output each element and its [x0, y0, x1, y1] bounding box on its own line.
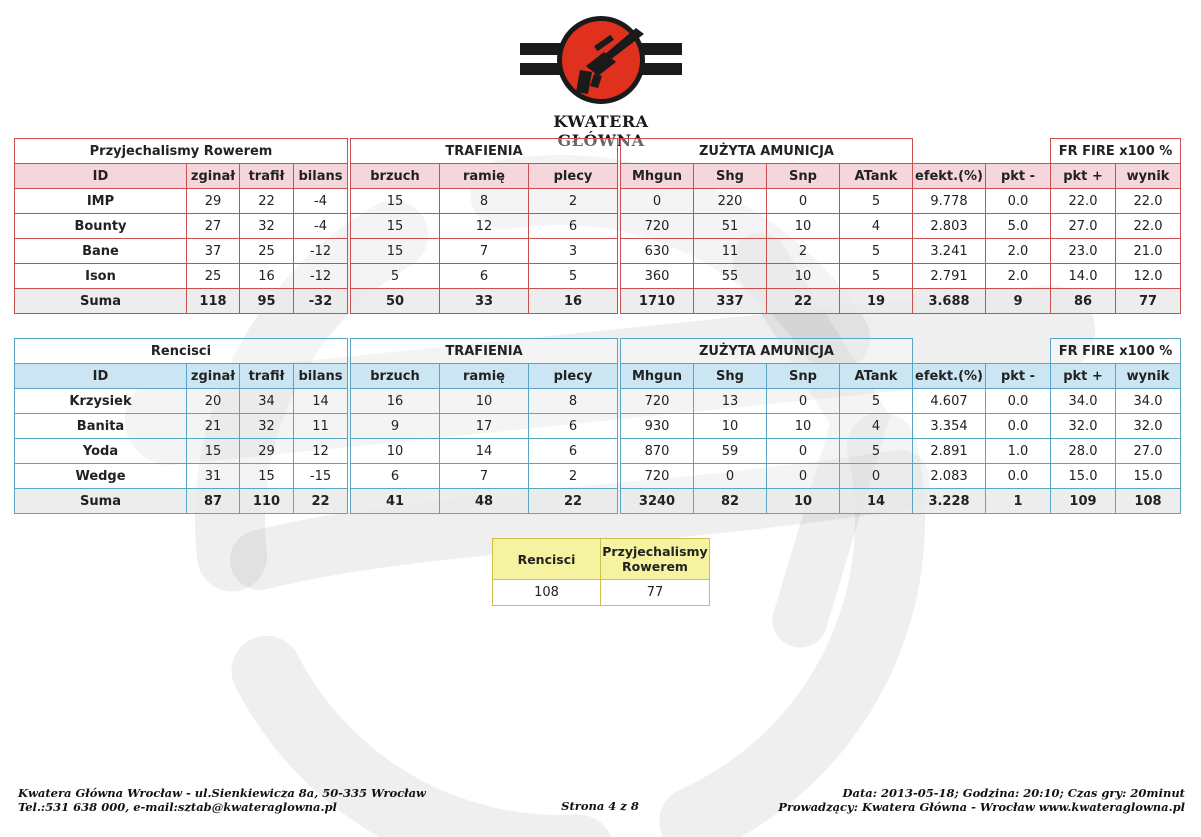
stat-cell: 28.0	[1051, 439, 1116, 464]
stat-cell: 55	[694, 264, 767, 289]
stat-cell: 2.891	[913, 439, 986, 464]
stat-cell: 27.0	[1116, 439, 1181, 464]
sum-cell: 3.228	[913, 489, 986, 514]
stat-cell: -4	[294, 189, 348, 214]
player-row	[15, 389, 1182, 414]
stat-cell: 34.0	[1116, 389, 1181, 414]
stat-cell: 360	[621, 264, 694, 289]
group-header-fire: FR FIRE x100 %	[1051, 139, 1181, 164]
stat-cell: 5	[840, 239, 913, 264]
column-header: trafił	[240, 364, 294, 389]
stat-cell: 22.0	[1116, 214, 1181, 239]
sum-cell: 19	[840, 289, 913, 314]
sum-cell: 1710	[621, 289, 694, 314]
stat-cell: 15	[187, 439, 240, 464]
sum-cell: 3.688	[913, 289, 986, 314]
stat-cell: 6	[440, 264, 529, 289]
stat-cell: 12	[294, 439, 348, 464]
column-header: ramię	[440, 164, 529, 189]
stat-cell: 29	[240, 439, 294, 464]
stat-cell: 2.791	[913, 264, 986, 289]
player-name: IMP	[15, 189, 187, 214]
sum-label: Suma	[15, 289, 187, 314]
stat-cell: 10	[767, 214, 840, 239]
column-header: Mhgun	[621, 164, 694, 189]
stat-cell: 0	[840, 464, 913, 489]
player-name: Banita	[15, 414, 187, 439]
column-header: pkt -	[986, 364, 1051, 389]
column-header: wynik	[1116, 364, 1181, 389]
column-header: ATank	[840, 164, 913, 189]
stat-cell: 15.0	[1116, 464, 1181, 489]
sum-cell: 108	[1116, 489, 1181, 514]
stat-cell: 14.0	[1051, 264, 1116, 289]
column-header: plecy	[529, 364, 618, 389]
stat-cell: 14	[440, 439, 529, 464]
sum-cell: 109	[1051, 489, 1116, 514]
stat-cell: 22.0	[1116, 189, 1181, 214]
summary-team1-name: Rencisci	[493, 539, 601, 580]
stat-cell: 34	[240, 389, 294, 414]
stat-cell: 51	[694, 214, 767, 239]
summary-team1-score: 108	[493, 580, 601, 606]
empty-header-cell	[1181, 339, 1182, 364]
group-header-ammo: ZUŻYTA AMUNICJA	[621, 139, 913, 164]
stat-cell: 5	[840, 189, 913, 214]
stat-cell: 3.354	[913, 414, 986, 439]
stat-cell: 5	[840, 389, 913, 414]
column-header: efekt.(%)	[913, 364, 986, 389]
stat-cell: 6	[529, 214, 618, 239]
stat-cell: 720	[621, 389, 694, 414]
stat-cell: 16	[240, 264, 294, 289]
player-row	[15, 214, 1182, 239]
stat-cell: 5	[351, 264, 440, 289]
stat-cell: 23.0	[1051, 239, 1116, 264]
sum-cell: 22	[529, 489, 618, 514]
column-header: Shg	[694, 164, 767, 189]
stat-cell: 27.0	[1051, 214, 1116, 239]
sum-cell: 337	[694, 289, 767, 314]
result-summary-table	[492, 538, 710, 606]
sum-cell: 16	[529, 289, 618, 314]
stat-cell: 37	[187, 239, 240, 264]
sum-cell: 33	[440, 289, 529, 314]
column-header: Snp	[767, 364, 840, 389]
stat-cell: 2	[767, 239, 840, 264]
column-header: bilans	[294, 364, 348, 389]
stat-cell: 21	[187, 414, 240, 439]
stat-cell: 0.0	[986, 464, 1051, 489]
stat-cell: -12	[294, 239, 348, 264]
sum-cell: 3240	[621, 489, 694, 514]
stat-cell: 8	[529, 389, 618, 414]
stat-cell: 0	[694, 464, 767, 489]
stat-cell: 930	[621, 414, 694, 439]
stat-cell: 0.0	[986, 189, 1051, 214]
sum-cell: 48	[440, 489, 529, 514]
stat-cell: 25	[240, 239, 294, 264]
footer-contact-line: Tel.:531 638 000, e-mail:sztab@kwateraglowna.pl	[18, 799, 337, 814]
sum-cell: 22	[294, 489, 348, 514]
player-row	[15, 189, 1182, 214]
sum-cell: 77	[1116, 289, 1181, 314]
sum-cell: 95	[240, 289, 294, 314]
footer-date-line: Data: 2013-05-18; Godzina: 20:10; Czas gry: 20minut	[842, 786, 1185, 800]
summary-team2-name-line1: Przyjechalismy	[602, 544, 708, 559]
column-header: ID	[15, 164, 187, 189]
player-name: Ison	[15, 264, 187, 289]
stat-cell: 1.0	[986, 439, 1051, 464]
column-header: efekt.(%)	[913, 164, 986, 189]
column-header: brzuch	[351, 364, 440, 389]
stat-cell: 3.241	[913, 239, 986, 264]
summary-team2-name	[601, 539, 710, 580]
stat-cell: 0.0	[986, 414, 1051, 439]
column-header: bilans	[294, 164, 348, 189]
group-header-hits: TRAFIENIA	[351, 139, 618, 164]
stat-cell: 220	[694, 189, 767, 214]
stat-cell: 32.0	[1051, 414, 1116, 439]
stat-cell: 8	[440, 189, 529, 214]
team-table-2	[14, 338, 1182, 514]
column-header: ATank	[840, 364, 913, 389]
column-header: Snp	[767, 164, 840, 189]
stat-cell: 25	[187, 264, 240, 289]
column-header: zginał	[187, 364, 240, 389]
player-row	[15, 439, 1182, 464]
group-header-ammo: ZUŻYTA AMUNICJA	[621, 339, 913, 364]
column-header: wynik	[1116, 164, 1181, 189]
stat-cell: 10	[694, 414, 767, 439]
stat-cell: 2.083	[913, 464, 986, 489]
empty-header-cell	[913, 139, 986, 164]
column-header: pkt +	[1051, 164, 1116, 189]
sum-label: Suma	[15, 489, 187, 514]
stat-cell: 0	[767, 189, 840, 214]
stat-cell: 6	[351, 464, 440, 489]
stat-cell: 0.0	[986, 389, 1051, 414]
stat-cell: 5	[840, 439, 913, 464]
sum-cell: 1	[986, 489, 1051, 514]
empty-header-cell	[986, 139, 1051, 164]
player-name: Bane	[15, 239, 187, 264]
empty-header-cell	[1181, 139, 1182, 164]
stat-cell: 34.0	[1051, 389, 1116, 414]
sum-cell: 86	[1051, 289, 1116, 314]
empty-header-cell	[913, 339, 986, 364]
player-row	[15, 464, 1182, 489]
player-row	[15, 414, 1182, 439]
stat-cell: 2	[529, 464, 618, 489]
player-row	[15, 239, 1182, 264]
stat-cell: 10	[767, 414, 840, 439]
sum-cell: 82	[694, 489, 767, 514]
stat-cell: 4	[840, 414, 913, 439]
stat-cell: 15	[351, 214, 440, 239]
stat-cell: 22	[240, 189, 294, 214]
stat-cell: 720	[621, 464, 694, 489]
stat-cell: 15	[351, 189, 440, 214]
stat-cell: 16	[351, 389, 440, 414]
logo-emblem-icon	[518, 12, 684, 112]
stat-cell: 12.0	[1116, 264, 1181, 289]
stat-cell: 17	[440, 414, 529, 439]
stat-cell: 9	[351, 414, 440, 439]
group-header-hits: TRAFIENIA	[351, 339, 618, 364]
stat-cell: 22.0	[1051, 189, 1116, 214]
sum-cell: -32	[294, 289, 348, 314]
stat-cell: 10	[440, 389, 529, 414]
summary-team2-name-line2: Rowerem	[622, 559, 688, 574]
stat-cell: 32	[240, 414, 294, 439]
team-name-header: Rencisci	[15, 339, 348, 364]
stat-cell: 15	[240, 464, 294, 489]
stat-cell: 14	[294, 389, 348, 414]
empty-header-cell	[986, 339, 1051, 364]
sum-cell: 50	[351, 289, 440, 314]
stat-cell: 10	[351, 439, 440, 464]
sum-cell: 22	[767, 289, 840, 314]
stat-cell: 59	[694, 439, 767, 464]
stat-cell: 2.0	[986, 264, 1051, 289]
stat-cell: 5.0	[986, 214, 1051, 239]
column-header: ID	[15, 364, 187, 389]
stat-cell: 0	[767, 464, 840, 489]
column-header: zginał	[187, 164, 240, 189]
footer-game-info	[778, 787, 1185, 814]
footer-organizer-line: Prowadzący: Kwatera Główna - Wrocław www.kwateraglowna.pl	[778, 799, 1185, 814]
stat-cell: 4	[840, 214, 913, 239]
stat-cell: 3	[529, 239, 618, 264]
player-name: Bounty	[15, 214, 187, 239]
stat-cell: 11	[294, 414, 348, 439]
logo-text: KWATERA GŁÓWNA	[553, 112, 649, 150]
stat-cell: 2	[529, 189, 618, 214]
footer-address	[18, 787, 426, 814]
stat-cell: 32.0	[1116, 414, 1181, 439]
column-header: brzuch	[351, 164, 440, 189]
sum-cell: 41	[351, 489, 440, 514]
stat-cell: 0	[767, 389, 840, 414]
stat-cell: -15	[294, 464, 348, 489]
column-header: plecy	[529, 164, 618, 189]
stat-cell: 5	[529, 264, 618, 289]
stat-cell: 7	[440, 239, 529, 264]
stat-cell: 27	[187, 214, 240, 239]
stat-cell: -12	[294, 264, 348, 289]
stat-cell: 31	[187, 464, 240, 489]
column-header: Mhgun	[621, 364, 694, 389]
stat-cell: 7	[440, 464, 529, 489]
stat-cell: 15.0	[1051, 464, 1116, 489]
column-header: ramię	[440, 364, 529, 389]
stat-cell: 2.803	[913, 214, 986, 239]
stat-cell: 720	[621, 214, 694, 239]
player-name: Wedge	[15, 464, 187, 489]
player-name: Yoda	[15, 439, 187, 464]
stat-cell: 10	[767, 264, 840, 289]
player-row	[15, 264, 1182, 289]
team-name-header: Przyjechalismy Rowerem	[15, 139, 348, 164]
stat-cell: 5	[840, 264, 913, 289]
stat-cell: 32	[240, 214, 294, 239]
stat-cell: 6	[529, 439, 618, 464]
sum-row	[15, 289, 1182, 314]
stat-cell: 12	[440, 214, 529, 239]
column-header: trafił	[240, 164, 294, 189]
stat-cell: 9.778	[913, 189, 986, 214]
sum-cell: 9	[986, 289, 1051, 314]
player-name: Krzysiek	[15, 389, 187, 414]
stat-cell: 11	[694, 239, 767, 264]
page-number: Strona 4 z 8	[561, 799, 639, 813]
sum-cell: 118	[187, 289, 240, 314]
summary-team2-score: 77	[601, 580, 710, 606]
group-header-fire: FR FIRE x100 %	[1051, 339, 1181, 364]
stat-cell: 630	[621, 239, 694, 264]
column-header: pkt +	[1051, 364, 1116, 389]
stat-cell: 4.607	[913, 389, 986, 414]
kwatera-logo	[518, 12, 684, 150]
stat-cell: 2.0	[986, 239, 1051, 264]
footer-address-line: Kwatera Główna Wrocław - ul.Sienkiewicza 8a, 50-335 Wrocław	[18, 786, 426, 800]
sum-cell: 14	[840, 489, 913, 514]
stat-cell: 6	[529, 414, 618, 439]
stat-cell: 15	[351, 239, 440, 264]
stat-cell: 21.0	[1116, 239, 1181, 264]
stat-cell: 0	[767, 439, 840, 464]
stat-cell: 20	[187, 389, 240, 414]
column-header: Shg	[694, 364, 767, 389]
team-table-1	[14, 138, 1182, 314]
sum-cell: 110	[240, 489, 294, 514]
stat-cell: 870	[621, 439, 694, 464]
sum-cell: 10	[767, 489, 840, 514]
stat-cell: -4	[294, 214, 348, 239]
stat-cell: 29	[187, 189, 240, 214]
stat-cell: 13	[694, 389, 767, 414]
sum-cell: 87	[187, 489, 240, 514]
column-header: pkt -	[986, 164, 1051, 189]
stat-cell: 0	[621, 189, 694, 214]
sum-row	[15, 489, 1182, 514]
